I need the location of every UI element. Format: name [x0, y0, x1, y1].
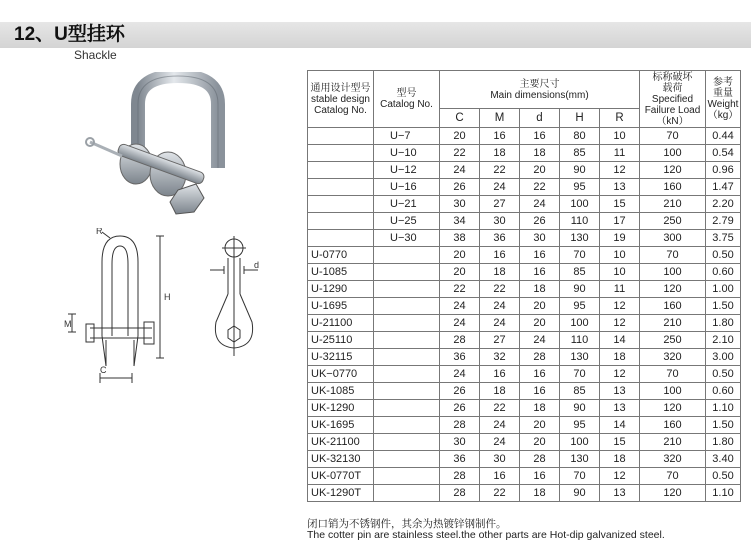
table-row	[308, 162, 741, 179]
cell-m: 36	[480, 230, 520, 247]
cell-m: 22	[480, 400, 520, 417]
specification-table	[307, 70, 741, 502]
cell-h: 90	[560, 281, 600, 298]
cell-weight: 0.60	[706, 264, 741, 281]
cell-m: 24	[480, 298, 520, 315]
cell-catalog	[308, 128, 374, 145]
cell-catalog: U-21100	[308, 315, 374, 332]
cell-load: 120	[640, 281, 706, 298]
cell-d: 20	[520, 315, 560, 332]
cell-h: 70	[560, 247, 600, 264]
table-row	[308, 332, 741, 349]
cell-d: 18	[520, 485, 560, 502]
cell-r: 14	[600, 332, 640, 349]
note-english: The cotter pin are stainless steel.the other parts are Hot-dip galvanized steel.	[307, 529, 665, 541]
cell-d: 18	[520, 281, 560, 298]
header-d: d	[520, 109, 560, 128]
cell-c: 22	[440, 281, 480, 298]
cell-d: 16	[520, 247, 560, 264]
cell-weight: 3.40	[706, 451, 741, 468]
cell-c: 26	[440, 179, 480, 196]
cell-load: 100	[640, 383, 706, 400]
table-row	[308, 485, 741, 502]
table-row	[308, 434, 741, 451]
cell-h: 90	[560, 162, 600, 179]
table-row	[308, 315, 741, 332]
cell-c: 24	[440, 315, 480, 332]
cell-c: 28	[440, 485, 480, 502]
cell-r: 13	[600, 400, 640, 417]
cell-load: 120	[640, 162, 706, 179]
cell-type: U−12	[374, 162, 440, 179]
cell-type	[374, 400, 440, 417]
cell-catalog: UK-1290T	[308, 485, 374, 502]
cell-catalog: U-0770	[308, 247, 374, 264]
table-row	[308, 298, 741, 315]
cell-type	[374, 349, 440, 366]
cell-r: 10	[600, 247, 640, 264]
cell-weight: 0.44	[706, 128, 741, 145]
cell-h: 85	[560, 264, 600, 281]
cell-catalog: U-1695	[308, 298, 374, 315]
page-subtitle: Shackle	[74, 48, 117, 62]
table-row	[308, 366, 741, 383]
cell-load: 70	[640, 128, 706, 145]
cell-catalog	[308, 162, 374, 179]
cell-type	[374, 366, 440, 383]
header-m: M	[480, 109, 520, 128]
cell-load: 300	[640, 230, 706, 247]
cell-catalog	[308, 230, 374, 247]
cell-h: 95	[560, 179, 600, 196]
cell-h: 85	[560, 145, 600, 162]
cell-r: 18	[600, 451, 640, 468]
header-r: R	[600, 109, 640, 128]
cell-weight: 2.10	[706, 332, 741, 349]
cell-d: 20	[520, 298, 560, 315]
cell-c: 28	[440, 417, 480, 434]
cell-catalog: UK-1695	[308, 417, 374, 434]
cell-load: 160	[640, 298, 706, 315]
cell-type: U−25	[374, 213, 440, 230]
cell-d: 22	[520, 179, 560, 196]
cell-h: 130	[560, 349, 600, 366]
cell-r: 12	[600, 298, 640, 315]
cell-r: 15	[600, 434, 640, 451]
cell-m: 22	[480, 281, 520, 298]
cell-c: 24	[440, 366, 480, 383]
cell-type: U−10	[374, 145, 440, 162]
cell-catalog	[308, 145, 374, 162]
cell-weight: 1.50	[706, 417, 741, 434]
cell-weight: 1.80	[706, 315, 741, 332]
cell-type: U−21	[374, 196, 440, 213]
cell-r: 10	[600, 128, 640, 145]
cell-catalog: UK-1085	[308, 383, 374, 400]
cell-c: 30	[440, 196, 480, 213]
cell-type	[374, 264, 440, 281]
table-row	[308, 349, 741, 366]
cell-catalog: U-1290	[308, 281, 374, 298]
cell-r: 17	[600, 213, 640, 230]
cell-d: 18	[520, 145, 560, 162]
shackle-front-drawing	[60, 228, 170, 388]
cell-catalog: U-25110	[308, 332, 374, 349]
table-row	[308, 128, 741, 145]
cell-catalog: UK−0770	[308, 366, 374, 383]
cell-h: 100	[560, 315, 600, 332]
cell-h: 80	[560, 128, 600, 145]
cell-r: 13	[600, 179, 640, 196]
table-row	[308, 417, 741, 434]
table-row	[308, 400, 741, 417]
cell-weight: 2.79	[706, 213, 741, 230]
cell-m: 24	[480, 417, 520, 434]
cell-type	[374, 485, 440, 502]
cell-c: 28	[440, 332, 480, 349]
cell-d: 16	[520, 468, 560, 485]
table-row	[308, 281, 741, 298]
cell-d: 26	[520, 213, 560, 230]
cell-weight: 0.50	[706, 366, 741, 383]
cell-m: 16	[480, 468, 520, 485]
cell-d: 20	[520, 162, 560, 179]
header-main-dimensions: 主要尺寸 Main dimensions(mm)	[440, 71, 640, 109]
cell-c: 28	[440, 468, 480, 485]
cell-load: 250	[640, 213, 706, 230]
cell-catalog: UK-21100	[308, 434, 374, 451]
cell-weight: 0.60	[706, 383, 741, 400]
cell-catalog: U-1085	[308, 264, 374, 281]
cell-r: 12	[600, 315, 640, 332]
cell-load: 160	[640, 417, 706, 434]
cell-r: 19	[600, 230, 640, 247]
cell-weight: 0.54	[706, 145, 741, 162]
cell-r: 11	[600, 145, 640, 162]
header-weight: 参考 重量 Weight （kg）	[706, 71, 741, 128]
cell-c: 26	[440, 400, 480, 417]
cell-m: 16	[480, 128, 520, 145]
cell-h: 100	[560, 196, 600, 213]
header-catalog: 通用设计型号 stable design Catalog No.	[308, 71, 374, 128]
cell-r: 18	[600, 349, 640, 366]
header-c: C	[440, 109, 480, 128]
cell-d: 16	[520, 383, 560, 400]
cell-h: 110	[560, 332, 600, 349]
cell-type	[374, 417, 440, 434]
cell-catalog	[308, 179, 374, 196]
shackle-side-drawing	[200, 236, 280, 376]
cell-c: 38	[440, 230, 480, 247]
cell-weight: 0.50	[706, 247, 741, 264]
cell-m: 18	[480, 145, 520, 162]
cell-c: 20	[440, 247, 480, 264]
cell-c: 34	[440, 213, 480, 230]
cell-d: 24	[520, 332, 560, 349]
cell-h: 110	[560, 213, 600, 230]
cell-load: 320	[640, 349, 706, 366]
label-h: H	[164, 292, 170, 302]
cell-load: 100	[640, 264, 706, 281]
cell-r: 13	[600, 485, 640, 502]
cell-m: 16	[480, 366, 520, 383]
cell-load: 210	[640, 315, 706, 332]
cell-catalog: UK-32130	[308, 451, 374, 468]
table-row	[308, 383, 741, 400]
cell-load: 320	[640, 451, 706, 468]
cell-h: 85	[560, 383, 600, 400]
cell-r: 12	[600, 162, 640, 179]
cell-type	[374, 281, 440, 298]
title-bar	[0, 22, 751, 48]
label-d: d	[254, 260, 260, 270]
cell-d: 16	[520, 264, 560, 281]
header-h: H	[560, 109, 600, 128]
cell-r: 12	[600, 366, 640, 383]
cell-m: 24	[480, 179, 520, 196]
cell-m: 32	[480, 349, 520, 366]
label-r: R	[96, 228, 103, 236]
cell-weight: 1.47	[706, 179, 741, 196]
cell-h: 90	[560, 400, 600, 417]
cell-weight: 2.20	[706, 196, 741, 213]
cell-c: 26	[440, 383, 480, 400]
cell-c: 30	[440, 434, 480, 451]
header-type: 型号 Catalog No.	[374, 71, 440, 128]
cell-d: 24	[520, 196, 560, 213]
cell-type	[374, 468, 440, 485]
cell-type	[374, 451, 440, 468]
cell-m: 18	[480, 264, 520, 281]
cell-m: 27	[480, 332, 520, 349]
cell-d: 16	[520, 366, 560, 383]
cell-catalog: UK-0770T	[308, 468, 374, 485]
cell-weight: 0.50	[706, 468, 741, 485]
cell-m: 24	[480, 434, 520, 451]
cell-r: 11	[600, 281, 640, 298]
cell-load: 210	[640, 434, 706, 451]
cell-type	[374, 434, 440, 451]
table-row	[308, 247, 741, 264]
cell-m: 30	[480, 451, 520, 468]
cell-c: 36	[440, 451, 480, 468]
table-row	[308, 230, 741, 247]
cell-load: 100	[640, 145, 706, 162]
cell-weight: 1.80	[706, 434, 741, 451]
cell-h: 100	[560, 434, 600, 451]
cell-weight: 0.96	[706, 162, 741, 179]
cell-m: 18	[480, 383, 520, 400]
cell-r: 12	[600, 468, 640, 485]
cell-m: 27	[480, 196, 520, 213]
cell-d: 18	[520, 400, 560, 417]
cell-r: 15	[600, 196, 640, 213]
cell-catalog	[308, 213, 374, 230]
cell-d: 20	[520, 434, 560, 451]
cell-h: 70	[560, 468, 600, 485]
cell-type	[374, 332, 440, 349]
table-row	[308, 264, 741, 281]
cell-d: 16	[520, 128, 560, 145]
table-row	[308, 468, 741, 485]
cell-load: 250	[640, 332, 706, 349]
cell-catalog: U-32115	[308, 349, 374, 366]
cell-h: 95	[560, 298, 600, 315]
cell-m: 24	[480, 315, 520, 332]
cell-type	[374, 298, 440, 315]
table-row	[308, 196, 741, 213]
page-title: 12、U型挂环	[14, 24, 125, 45]
cell-c: 36	[440, 349, 480, 366]
cell-type	[374, 247, 440, 264]
label-m: M	[64, 319, 72, 329]
cell-load: 210	[640, 196, 706, 213]
cell-r: 14	[600, 417, 640, 434]
cell-c: 24	[440, 162, 480, 179]
cell-d: 28	[520, 451, 560, 468]
cell-d: 30	[520, 230, 560, 247]
header-failure-load: 标称破坏 载荷 Specified Failure Load （kN）	[640, 71, 706, 128]
cell-load: 120	[640, 400, 706, 417]
cell-load: 70	[640, 468, 706, 485]
cell-catalog	[308, 196, 374, 213]
table-row	[308, 213, 741, 230]
cell-h: 70	[560, 366, 600, 383]
cell-load: 70	[640, 366, 706, 383]
cell-m: 22	[480, 162, 520, 179]
table-row	[308, 145, 741, 162]
cell-weight: 1.10	[706, 400, 741, 417]
cell-weight: 3.75	[706, 230, 741, 247]
cell-c: 20	[440, 264, 480, 281]
cell-m: 16	[480, 247, 520, 264]
cell-type: U−30	[374, 230, 440, 247]
cell-d: 28	[520, 349, 560, 366]
cell-r: 10	[600, 264, 640, 281]
cell-load: 70	[640, 247, 706, 264]
cell-weight: 3.00	[706, 349, 741, 366]
cell-type	[374, 383, 440, 400]
cell-m: 22	[480, 485, 520, 502]
cell-d: 20	[520, 417, 560, 434]
table-row	[308, 179, 741, 196]
label-c: C	[100, 365, 107, 375]
note-chinese: 闭口销为不锈钢件，其余为热镀锌钢制件。	[307, 518, 507, 530]
cell-h: 130	[560, 451, 600, 468]
cell-catalog: UK-1290	[308, 400, 374, 417]
cell-r: 13	[600, 383, 640, 400]
cell-type: U−7	[374, 128, 440, 145]
cell-h: 130	[560, 230, 600, 247]
cell-c: 20	[440, 128, 480, 145]
shackle-photo	[78, 72, 258, 220]
cell-c: 22	[440, 145, 480, 162]
cell-m: 30	[480, 213, 520, 230]
cell-c: 24	[440, 298, 480, 315]
cell-type: U−16	[374, 179, 440, 196]
cell-h: 95	[560, 417, 600, 434]
cell-weight: 1.00	[706, 281, 741, 298]
cell-weight: 1.10	[706, 485, 741, 502]
cell-weight: 1.50	[706, 298, 741, 315]
cell-load: 160	[640, 179, 706, 196]
cell-h: 90	[560, 485, 600, 502]
table-row	[308, 451, 741, 468]
cell-type	[374, 315, 440, 332]
specification-table-body	[308, 128, 741, 502]
cell-load: 120	[640, 485, 706, 502]
